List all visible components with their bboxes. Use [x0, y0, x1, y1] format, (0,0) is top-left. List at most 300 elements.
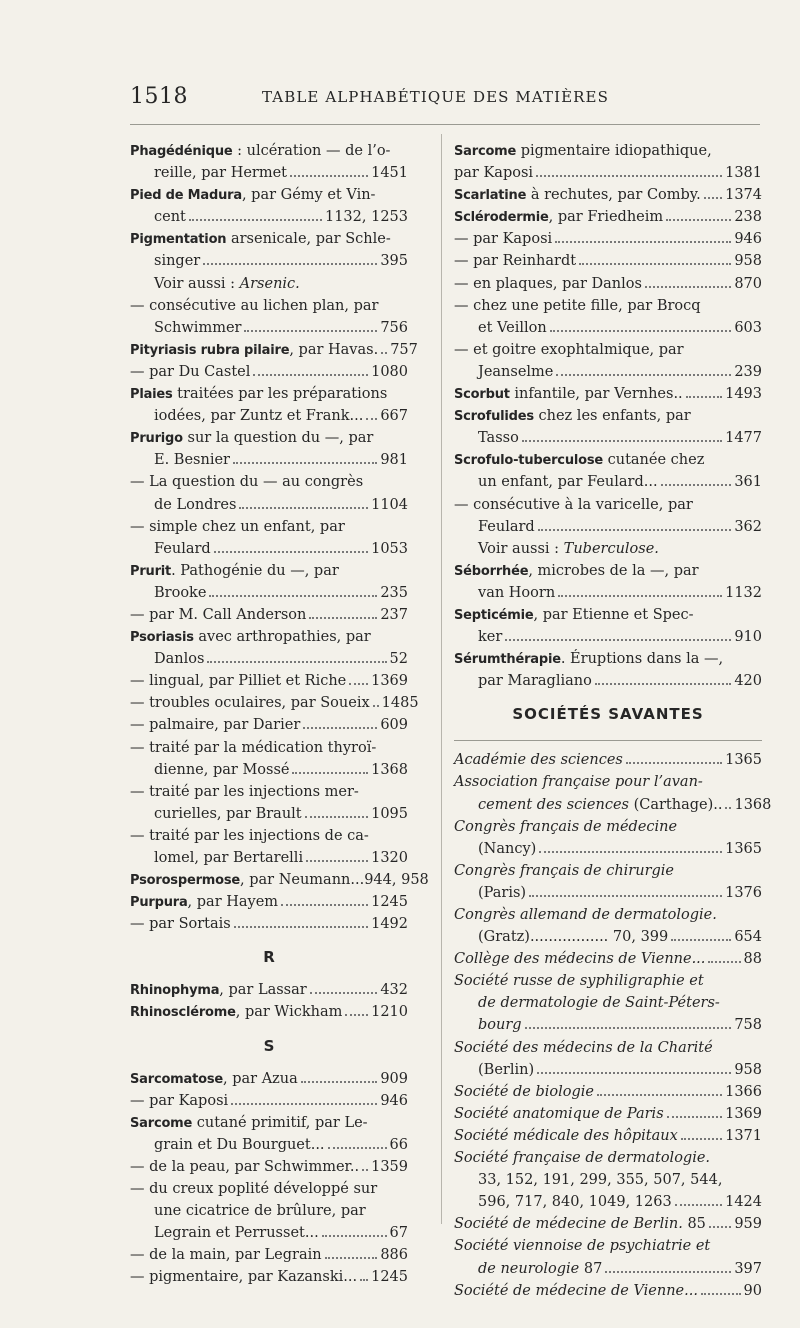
leader-dots: [725, 807, 731, 809]
entry-line: [454, 317, 762, 339]
entry-body: chez les enfants, par: [533, 408, 691, 425]
page-ref: 654: [734, 929, 762, 946]
leader-dots: [239, 507, 368, 509]
page-ref: 909: [380, 1070, 408, 1087]
entry-text: [130, 560, 339, 583]
entry-line: [130, 1266, 408, 1288]
section-heading: SOCIÉTÉS SAVANTES: [512, 705, 704, 724]
entry-body: (Paris): [478, 884, 527, 901]
leader-dots: [709, 1226, 731, 1228]
index-entry: [454, 538, 762, 560]
leader-dots: [244, 330, 377, 332]
entry-italic: de dermatologie de Saint-Péters-: [478, 995, 720, 1012]
entry-text: [130, 737, 376, 759]
entry-body: Legrain et Perrusset...: [154, 1225, 319, 1242]
entry-body: — par Reinhardt: [454, 253, 577, 270]
entry-line: [454, 383, 762, 405]
entry-line: [454, 471, 762, 493]
entry-line: [130, 449, 408, 471]
page-ref: 1381: [725, 165, 762, 182]
page-ref: 362: [734, 518, 762, 535]
entry-body: à rechutes, par Comby.: [526, 187, 701, 204]
entry-italic: Académie des sciences: [454, 752, 623, 769]
entry-italic: Congrès français de chirurgie: [454, 862, 675, 879]
entry-body: 87: [579, 1260, 603, 1277]
page-ref: 756: [380, 319, 408, 336]
page-ref: 1368: [734, 796, 772, 813]
leader-dots: [555, 241, 731, 243]
leader-dots: [595, 683, 732, 685]
entry-line: [454, 273, 762, 295]
entry-text: [454, 273, 642, 295]
index-entry: [454, 273, 762, 295]
entry-body: par Kaposi: [454, 165, 534, 182]
entry-body: Voir aussi :: [478, 540, 564, 557]
entry-body: , par Etienne et Spec-: [533, 606, 694, 623]
index-entry: [454, 648, 762, 692]
page-ref: 758: [734, 1017, 762, 1034]
entry-text: [454, 1081, 594, 1103]
entry-line: [454, 948, 762, 970]
entry-body: Jeanselme: [478, 363, 554, 380]
index-entry: [454, 1125, 762, 1147]
entry-line: [130, 825, 408, 847]
page-ref: 1359: [371, 1158, 408, 1175]
entry-line: [454, 670, 762, 692]
entry-body: — par Kaposi: [130, 1092, 229, 1109]
leader-dots: [537, 1072, 731, 1074]
entry-body: une cicatrice de brûlure, par: [154, 1203, 366, 1220]
entry-text: [130, 604, 306, 626]
entry-text: [130, 714, 300, 736]
entry-line: [130, 604, 408, 626]
entry-text: [130, 1266, 357, 1288]
entry-line: [454, 771, 762, 793]
entry-text: [154, 162, 287, 184]
entry-heading: Scorbut: [454, 387, 510, 403]
entry-line: [454, 206, 762, 228]
entry-body: dienne, par Mossé: [154, 761, 290, 778]
page-ref: 1371: [725, 1127, 762, 1144]
page-ref: 67: [389, 1225, 408, 1242]
entry-line: [130, 494, 408, 516]
index-entry: [130, 427, 408, 471]
entry-text: [478, 317, 547, 339]
entry-line: [130, 714, 408, 736]
entry-body: arsenicale, par Schle-: [226, 231, 391, 248]
entry-line: [454, 1213, 762, 1235]
page-ref: 870: [734, 275, 762, 292]
index-entry: [454, 604, 762, 648]
page-ref: 1366: [725, 1083, 762, 1100]
entry-body: Tasso: [478, 430, 519, 447]
entry-heading: Pityriasis rubra pilaire: [130, 342, 290, 358]
entry-line: [454, 162, 762, 184]
entry-body: (Gratz)................. 70, 399: [478, 929, 669, 946]
leader-dots: [309, 617, 377, 619]
index-entry: [454, 1103, 762, 1125]
leader-dots: [253, 374, 368, 376]
entry-line: [130, 273, 408, 295]
entry-line: [130, 737, 408, 759]
entry-line: [454, 516, 762, 538]
index-entry: [130, 1068, 408, 1090]
entry-text: [154, 405, 363, 427]
entry-line: [454, 538, 762, 560]
entry-heading: Prurit: [130, 563, 172, 579]
entry-italic: Société de médecine de Berlin.: [454, 1216, 683, 1233]
page-ref: 1477: [725, 430, 762, 447]
entry-text: [478, 538, 659, 560]
leader-dots: [360, 1279, 368, 1281]
index-entry: [130, 1090, 408, 1112]
entry-line: [130, 781, 408, 803]
entry-body: , par Gémy et Vin-: [241, 187, 376, 204]
page-ref: 397: [734, 1260, 762, 1277]
entry-line: [130, 560, 408, 582]
entry-body: et Veillon: [478, 319, 547, 336]
entry-body: 596, 717, 840, 1049, 1263: [478, 1194, 672, 1211]
leader-dots: [529, 895, 722, 897]
index-entry: [454, 1280, 762, 1302]
entry-text: [454, 162, 533, 184]
leader-dots: [675, 1204, 722, 1206]
page-ref: 1132: [725, 584, 762, 601]
entry-text: [454, 860, 674, 882]
page-ref: 66: [389, 1136, 408, 1153]
entry-line: [454, 794, 772, 816]
entry-body: — La question du — au congrès: [130, 474, 364, 491]
entry-text: [454, 206, 663, 229]
index-entry: [454, 970, 762, 1036]
entry-italic: Société de biologie: [454, 1083, 595, 1100]
entry-text: [454, 648, 723, 671]
entry-heading: Scarlatine: [454, 188, 527, 204]
entry-body: iodées, par Zuntz et Frank...: [154, 408, 364, 425]
entry-text: [154, 494, 236, 516]
entry-line: [454, 494, 762, 516]
index-entry: [454, 1147, 762, 1213]
page-ref: 910: [734, 629, 762, 646]
entry-body: 85: [682, 1216, 706, 1233]
entry-italic: cement des sciences: [478, 796, 629, 813]
entry-body: cent: [154, 209, 186, 226]
entry-text: [130, 516, 345, 538]
entry-body: — traité par la médication thyroï-: [130, 739, 377, 756]
entry-text: [454, 339, 684, 361]
page-ref: 1492: [371, 916, 408, 933]
entry-body: cutané primitif, par Le-: [192, 1114, 368, 1131]
leader-dots: [310, 992, 378, 994]
entry-text: [478, 361, 553, 383]
index-entry: [454, 449, 762, 493]
entry-text: [454, 560, 699, 583]
entry-line: [454, 582, 762, 604]
leader-dots: [666, 219, 731, 221]
leader-dots: [305, 816, 368, 818]
entry-line: [130, 670, 408, 692]
header-rule: [130, 124, 760, 125]
entry-body: . Éruptions dans la —,: [560, 651, 724, 668]
page-ref: 1053: [371, 540, 408, 557]
entry-line: [130, 538, 408, 560]
leader-dots: [701, 1293, 741, 1295]
page-ref: 1132, 1253: [324, 209, 408, 226]
entry-line: [454, 648, 762, 670]
leader-dots: [303, 727, 377, 729]
leader-dots: [325, 1257, 378, 1259]
entry-line: [454, 838, 762, 860]
entry-text: [130, 361, 250, 383]
index-entry: [130, 383, 408, 427]
leader-dots: [306, 860, 368, 862]
entry-text: [478, 992, 720, 1014]
entry-heading: Plaies: [130, 387, 173, 403]
entry-line: [454, 926, 762, 948]
leader-dots: [290, 175, 368, 177]
page-ref: 667: [380, 408, 408, 425]
entry-line: [454, 1059, 762, 1081]
entry-line: [454, 295, 762, 317]
entry-text: [454, 295, 701, 317]
entry-line: [130, 140, 408, 162]
index-entry: [130, 979, 408, 1001]
entry-line: [454, 427, 762, 449]
index-entry: [130, 1156, 408, 1178]
index-entry: [454, 816, 762, 860]
page-ref: 1320: [371, 850, 408, 866]
page-ref: 239: [734, 363, 762, 380]
entry-text: [454, 1037, 713, 1059]
index-entry: [130, 516, 408, 560]
page-ref: 52: [389, 651, 408, 668]
page-ref: 1368: [371, 761, 408, 778]
entry-text: [130, 339, 378, 362]
page-ref: 946: [380, 1092, 408, 1109]
entry-text: [130, 1156, 359, 1178]
entry-text: [154, 847, 303, 869]
index-entry: [130, 604, 408, 626]
index-entry: [130, 626, 408, 670]
index-entry: [454, 140, 762, 184]
entry-text: [130, 891, 278, 914]
entry-line: [130, 339, 418, 361]
entry-italic: Société de médecine de Vienne...: [454, 1282, 698, 1299]
entry-line: [130, 184, 408, 206]
entry-line: [130, 228, 408, 250]
entry-body: — par M. Call Anderson: [130, 606, 307, 623]
entry-italic: Congrès allemand de dermatologie.: [454, 907, 717, 923]
page-ref: 395: [380, 253, 408, 270]
entry-line: [130, 317, 408, 339]
entry-text: [454, 970, 704, 992]
index-entry: [130, 361, 408, 383]
entry-line: [130, 1068, 408, 1090]
entry-text: [478, 670, 592, 692]
entry-heading: Psorospermose: [130, 873, 241, 889]
entry-line: [130, 979, 408, 1001]
entry-text: [130, 427, 373, 450]
entry-body: , par Neumann...944, 958: [240, 872, 429, 889]
entry-body: 33, 152, 191, 299, 355, 507, 544,: [478, 1172, 723, 1189]
entry-body: — pigmentaire, par Kazanski...: [130, 1269, 358, 1286]
index-entry: [130, 1112, 408, 1156]
entry-heading: Prurigo: [130, 431, 183, 447]
entry-line: [454, 228, 762, 250]
running-title: TABLE ALPHABÉTIQUE DES MATIÈRES: [262, 88, 609, 106]
entry-line: [454, 405, 762, 427]
section-rule: [454, 740, 762, 741]
entry-text: [478, 626, 502, 648]
entry-body: , par Friedheim: [548, 209, 664, 226]
entry-body: Feulard: [478, 518, 535, 535]
page-ref: 1365: [725, 840, 762, 857]
entry-line: [454, 816, 762, 838]
index-entry: [130, 1266, 408, 1288]
entry-line: [454, 860, 762, 882]
entry-heading: Scrofulo-tuberculose: [454, 453, 604, 469]
index-entry: [130, 228, 408, 272]
entry-body: — simple chez un enfant, par: [130, 518, 345, 535]
leader-dots: [234, 926, 368, 928]
entry-body: Feulard: [154, 540, 211, 557]
entry-body: (Nancy): [478, 840, 537, 857]
page-ref: 946: [734, 231, 762, 248]
entry-text: [154, 273, 300, 295]
entry-text: [130, 913, 231, 935]
entry-body: lomel, par Bertarelli: [154, 850, 304, 866]
entry-text: [454, 250, 576, 272]
entry-line: [454, 560, 762, 582]
entry-text: [454, 184, 701, 207]
leader-dots: [301, 1081, 378, 1083]
page-ref: 238: [734, 209, 762, 226]
entry-text: [478, 1191, 672, 1213]
entry-text: [454, 449, 704, 472]
entry-italic: Société anatomique de Paris: [454, 1105, 664, 1122]
index-entry: [454, 749, 762, 771]
entry-text: [454, 604, 694, 627]
entry-text: [130, 471, 363, 493]
index-entry: [130, 1244, 408, 1266]
entry-line: [454, 339, 762, 361]
entry-line: [130, 1178, 408, 1200]
entry-line: [454, 449, 762, 471]
entry-text: [478, 427, 519, 449]
entry-line: [130, 1134, 408, 1156]
entry-text: [130, 1068, 298, 1091]
index-entry: [454, 383, 762, 405]
entry-text: [154, 1134, 325, 1156]
leader-dots: [281, 904, 368, 906]
entry-line: [454, 626, 762, 648]
leader-dots: [203, 263, 377, 265]
leader-dots: [349, 683, 368, 685]
entry-line: [454, 882, 762, 904]
leader-dots: [661, 484, 732, 486]
page-ref: 1369: [371, 673, 408, 690]
index-entry: [130, 273, 408, 295]
entry-text: [130, 140, 390, 163]
leader-dots: [366, 418, 377, 420]
index-entry: [454, 904, 762, 948]
entry-text: [130, 1001, 342, 1024]
entry-body: — de la peau, par Schwimmer..: [130, 1158, 360, 1175]
entry-body: grain et Du Bourguet...: [154, 1136, 325, 1153]
page-ref: 958: [734, 1061, 762, 1078]
index-entry: [454, 206, 762, 228]
leader-dots: [362, 1169, 368, 1171]
entry-body: — consécutive au lichen plan, par: [130, 297, 379, 314]
entry-body: — par Sortais: [130, 916, 231, 933]
entry-text: [478, 1014, 522, 1036]
entry-text: [154, 250, 200, 272]
entry-line: [130, 1200, 408, 1222]
entry-body: traitées par les préparations: [172, 386, 388, 403]
leader-dots: [686, 396, 722, 398]
entry-body: — traité par les injections de ca-: [130, 827, 369, 844]
entry-text: [478, 926, 668, 948]
entry-line: [130, 1222, 408, 1244]
index-entry: [130, 339, 418, 361]
entry-heading: Sérumthérapie: [454, 652, 561, 668]
entry-heading: Phagédénique: [130, 144, 233, 159]
entry-text: [454, 140, 712, 163]
leader-dots: [556, 374, 731, 376]
entry-line: [130, 206, 408, 228]
page-ref: 361: [734, 474, 762, 491]
entry-text: [130, 383, 387, 406]
entry-text: [454, 749, 623, 771]
entry-italic: Association française pour l’avan-: [454, 774, 703, 791]
index-entry: [130, 891, 408, 913]
entry-line: [454, 1147, 762, 1169]
entry-line: [454, 604, 762, 626]
index-entry: [130, 869, 429, 891]
index-entry: [454, 860, 762, 904]
index-entry: [130, 295, 408, 339]
page-ref: 1493: [725, 386, 762, 403]
entry-text: [130, 670, 346, 692]
index-entry: [130, 140, 408, 184]
leader-dots: [209, 595, 377, 597]
entry-line: [130, 1112, 408, 1134]
entry-text: [130, 1244, 322, 1266]
entry-text: [478, 1059, 534, 1081]
entry-heading: Sarcome: [454, 144, 517, 159]
entry-body: , par Azua: [223, 1070, 298, 1087]
entry-text: [454, 383, 683, 406]
page-ref: 1365: [725, 752, 762, 769]
index-entry: [454, 494, 762, 538]
leader-dots: [667, 1116, 722, 1118]
entry-text: [130, 228, 391, 251]
leader-dots: [231, 1103, 377, 1105]
entry-line: [454, 1280, 762, 1302]
entry-text: [478, 882, 526, 904]
page-ref: 1374: [725, 187, 762, 204]
entry-text: [454, 904, 717, 926]
entry-line: [130, 162, 408, 184]
page-ref: 420: [734, 673, 762, 690]
entry-italic: Société viennoise de psychiatrie et: [454, 1238, 711, 1255]
entry-line: [454, 992, 762, 1014]
entry-body: — par Kaposi: [454, 231, 553, 248]
section-letter: R: [263, 948, 275, 967]
entry-heading: Psoriasis: [130, 630, 194, 646]
page-ref: 959: [734, 1216, 762, 1233]
entry-body: — de la main, par Legrain: [130, 1247, 322, 1264]
